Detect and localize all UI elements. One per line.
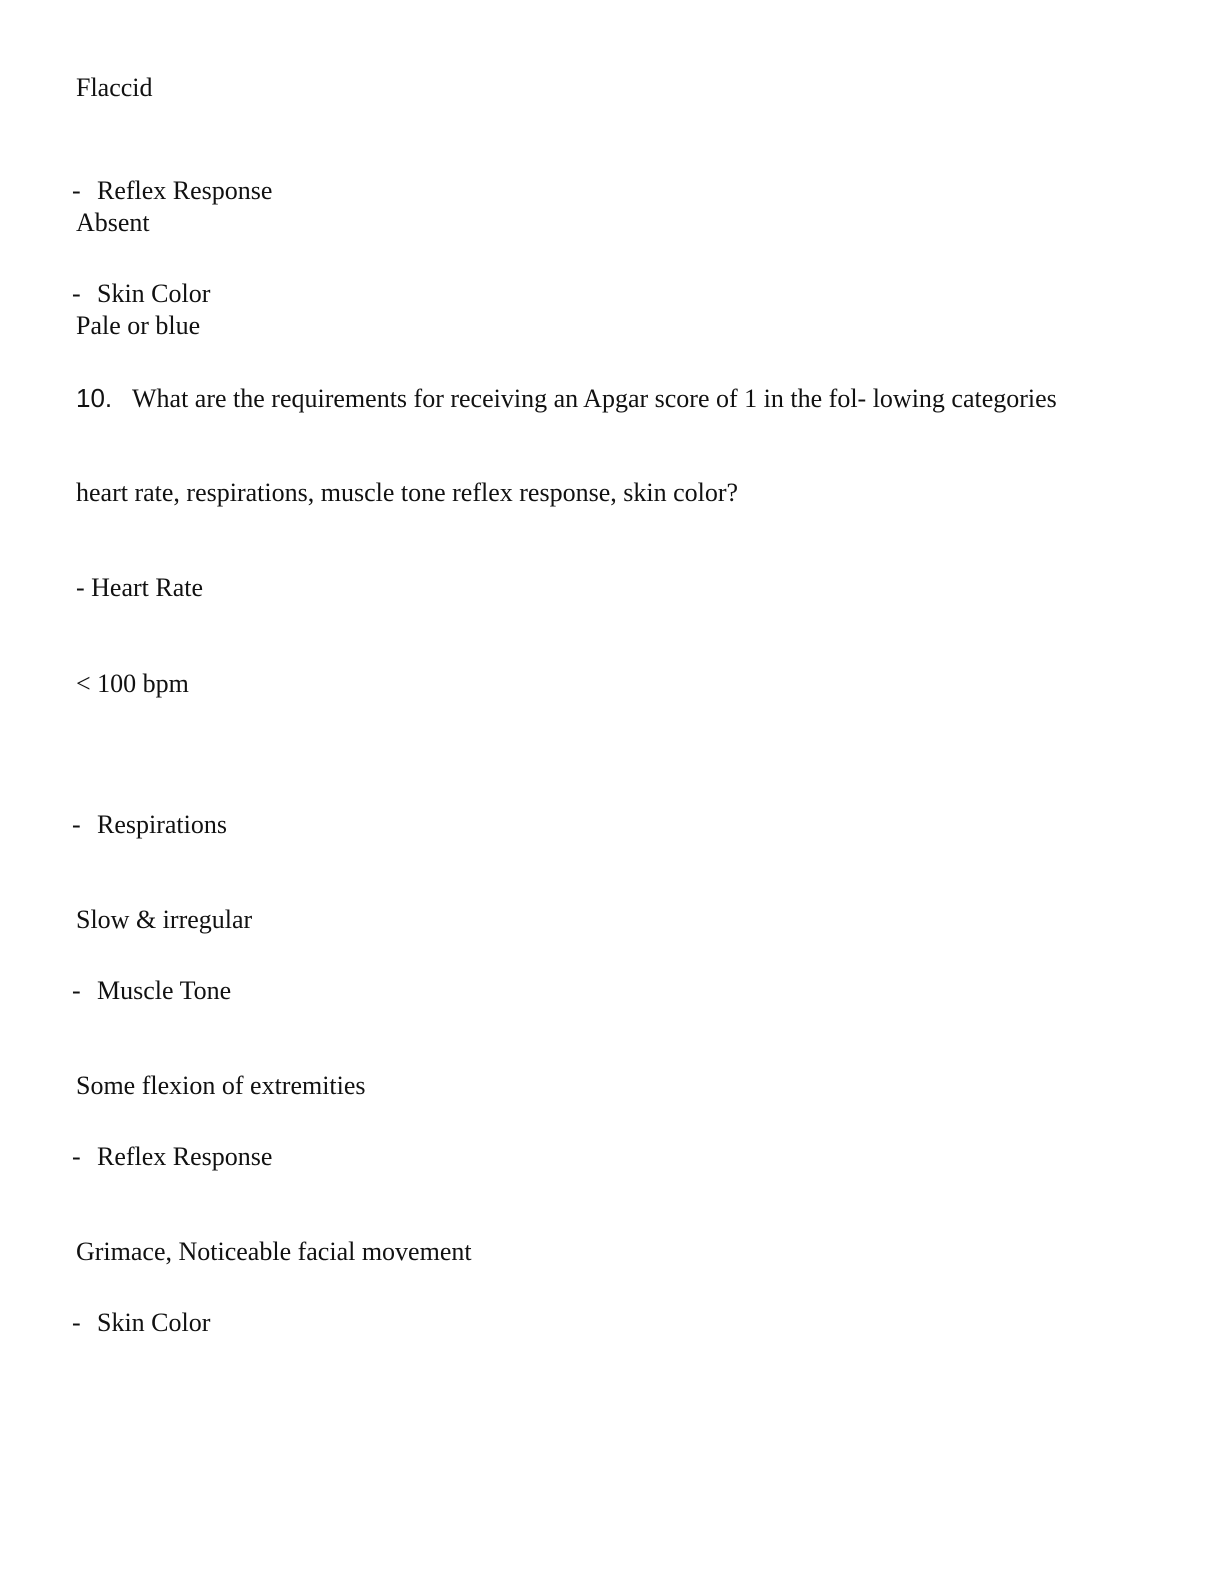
muscle-tone-value-score0: Flaccid bbox=[76, 73, 153, 102]
reflex-response-value-score0: Absent bbox=[76, 208, 150, 237]
muscle-tone-heading bbox=[72, 976, 232, 1006]
skin-color-label: Skin Color bbox=[97, 1308, 211, 1337]
question-text-line2: heart rate, respirations, muscle tone reflex response, skin color? bbox=[76, 478, 739, 507]
muscle-tone-value: Some flexion of extremities bbox=[76, 1071, 366, 1100]
heart-rate-heading: - Heart Rate bbox=[76, 573, 204, 602]
bullet-dash: - bbox=[72, 1142, 81, 1171]
skin-color-heading bbox=[72, 1308, 211, 1338]
question-10 bbox=[76, 383, 1057, 414]
reflex-response-value: Grimace, Noticeable facial movement bbox=[76, 1237, 472, 1266]
question-number: 10. bbox=[76, 383, 113, 413]
bullet-dash: - bbox=[72, 976, 81, 1005]
bullet-dash: - bbox=[72, 810, 81, 839]
skin-color-value-score0: Pale or blue bbox=[76, 311, 201, 340]
skin-color-heading-score0 bbox=[72, 279, 211, 309]
reflex-response-label: Reflex Response bbox=[97, 176, 273, 205]
respirations-heading bbox=[72, 810, 227, 840]
bullet-dash: - bbox=[72, 279, 81, 308]
muscle-tone-label: Muscle Tone bbox=[97, 976, 232, 1005]
reflex-response-heading bbox=[72, 1142, 273, 1172]
skin-color-label: Skin Color bbox=[97, 279, 211, 308]
bullet-dash: - bbox=[72, 176, 81, 205]
bullet-dash: - bbox=[72, 1308, 81, 1337]
respirations-value: Slow & irregular bbox=[76, 905, 253, 934]
reflex-response-heading-score0 bbox=[72, 176, 273, 206]
reflex-response-label: Reflex Response bbox=[97, 1142, 273, 1171]
heart-rate-value: < 100 bpm bbox=[76, 669, 189, 698]
question-text-line1: What are the requirements for receiving an Apgar score of 1 in the fol- lowing categories bbox=[132, 384, 1057, 413]
respirations-label: Respirations bbox=[97, 810, 227, 839]
